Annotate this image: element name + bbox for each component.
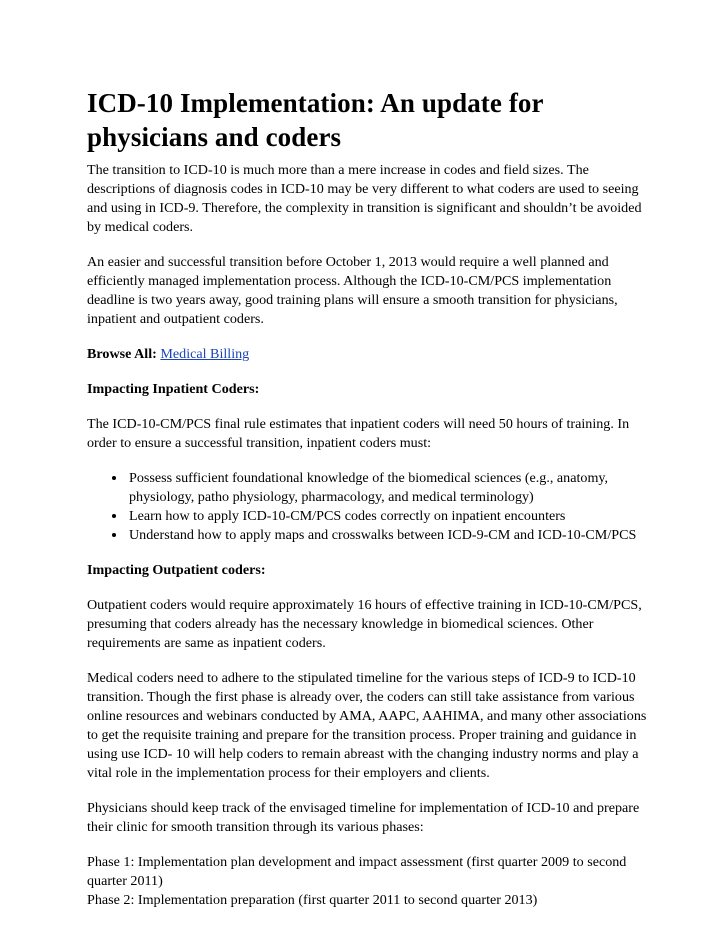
physicians-paragraph: Physicians should keep track of the envisaged timeline for implementation of ICD-10 and prepare their clinic for smooth transition through its various phases:	[87, 800, 640, 835]
coders-timeline-paragraph: Medical coders need to adhere to the stipulated timeline for the various steps of ICD-9 to ICD-10 transition. Though the first phase is already over, the coders can still take assistance from various online resources and webinars conducted by AMA, AAPC, AAHIMA, and many other associations to get the requisite training and prepare for the transition process. Proper training and guidance in using use ICD- 10 will help coders to remain abreast with the changing industry norms and play a vital role in the implementation process for their employers and clients.	[87, 670, 647, 781]
medical-billing-link[interactable]: Medical Billing	[160, 346, 250, 362]
intro-paragraph: The transition to ICD-10 is much more than a mere increase in codes and field sizes. The descriptions of diagnosis codes in ICD-10 may be very different to what coders are used to seeing and using in ICD-9. Therefore, the complexity in transition is significant and shouldn’t be avoided by medical coders.	[87, 162, 642, 235]
transition-paragraph: An easier and successful transition before October 1, 2013 would require a well planned and efficiently managed implementation process. Although the ICD-10-CM/PCS implementation deadline is two years away, good training plans will ensure a smooth transition for physicians, inpatient and outpatient coders.	[87, 254, 618, 327]
list-item: • Possess sufficient foundational knowledge of the biomedical sciences (e.g., anatomy, physiology, patho physiology, pharmacology, and medical terminology)	[127, 469, 648, 507]
inpatient-paragraph: The ICD-10-CM/PCS final rule estimates that inpatient coders will need 50 hours of training. In order to ensure a successful transition, inpatient coders must:	[87, 416, 630, 451]
document-title: ICD-10 Implementation: An update for physicians and coders	[87, 88, 544, 152]
outpatient-paragraph: Outpatient coders would require approximately 16 hours of effective training in ICD-10-CM/PCS, presuming that coders already has the necessary knowledge in biomedical sciences. Other requirements are same as inpatient coders.	[87, 597, 642, 651]
browse-line	[87, 345, 648, 364]
inpatient-requirements-list	[87, 469, 648, 545]
outpatient-heading: Impacting Outpatient coders:	[87, 562, 266, 578]
browse-label: Browse All:	[87, 346, 157, 362]
inpatient-heading: Impacting Inpatient Coders:	[87, 381, 260, 397]
phase-1-line: Phase 1: Implementation plan development and impact assessment (first quarter 2009 to second quarter 2011)	[87, 854, 627, 889]
phase-2-line: Phase 2: Implementation preparation (first quarter 2011 to second quarter 2013)	[87, 892, 538, 908]
list-item: • Understand how to apply maps and crosswalks between ICD-9-CM and ICD-10-CM/PCS	[127, 526, 648, 545]
list-item: • Learn how to apply ICD-10-CM/PCS codes correctly on inpatient encounters	[127, 507, 648, 526]
